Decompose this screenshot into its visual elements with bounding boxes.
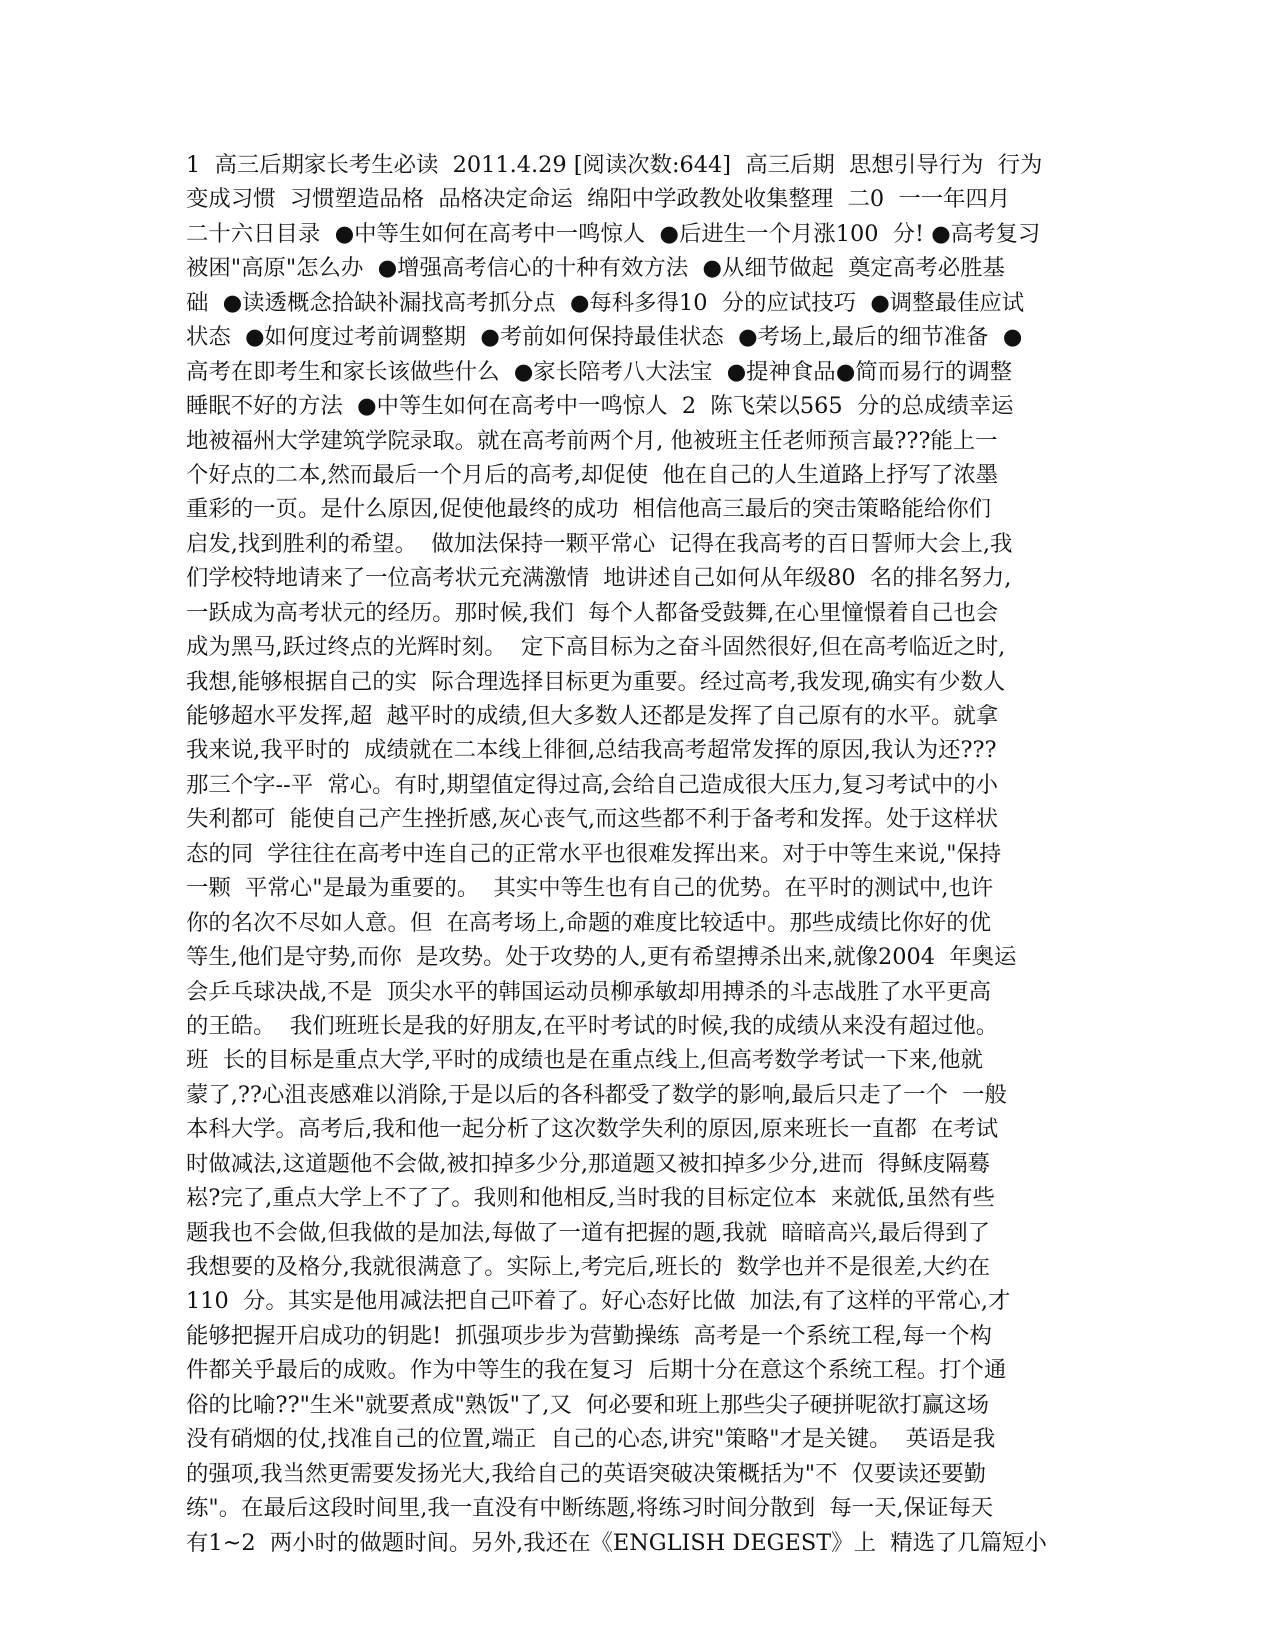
text-line: 练"。在最后这段时间里,我一直没有中断练题,将练习时间分散到 每一天,保证每天	[186, 1495, 994, 1522]
text-line: 崧?完了,重点大学上不了了。我则和他相反,当时我的目标定位本 来就低,虽然有些	[186, 1185, 995, 1212]
text-line: 件都关乎最后的成败。作为中等生的我在复习 后期十分在意这个系统工程。打个通	[186, 1357, 1007, 1384]
text-line: 俗的比喻??"生米"就要煮成"熟饭"了,又 何必要和班上那些尖子硬拼呢欲打赢这场	[186, 1391, 990, 1418]
text-line: 变成习惯 习惯塑造品格 品格决定命运 绵阳中学政教处收集整理 二0 一一年四月	[186, 186, 1011, 213]
text-line: 本科大学。高考后,我和他一起分析了这次数学失利的原因,原来班长一直都 在考试	[186, 1116, 999, 1143]
text-line: 地被福州大学建筑学院录取。就在高考前两个月, 他被班主任老师预言最???能上一	[186, 427, 998, 454]
text-line: 1 高三后期家长考生必读 2011.4.29 [阅读次数:644] 高三后期 思想引导行为 行为	[186, 152, 1043, 178]
text-line: 状态 ●如何度过考前调整期 ●考前如何保持最佳状态 ●考场上,最后的细节准备 ●	[186, 324, 1023, 351]
text-line: 110 分。其实是他用减法把自己吓着了。好心态好比做 加法,有了这样的平常心,才	[186, 1288, 1011, 1315]
text-line: 失利都可 能使自己产生挫折感,灰心丧气,而这些都不利于备考和发挥。处于这样状	[186, 806, 999, 833]
text-line: 成为黑马,跃过终点的光辉时刻。 定下高目标为之奋斗固然很好,但在高考临近之时,	[186, 634, 1006, 661]
text-line: 没有硝烟的仗,找准自己的位置,端正 自己的心态,讲究"策略"才是关键。 英语是我	[186, 1426, 996, 1453]
text-line: 蒙了,??心沮丧感难以消除,于是以后的各科都受了数学的影响,最后只走了一个 一般	[186, 1081, 1007, 1108]
text-line: 那三个字--平 常心。有时,期望值定得过高,会给自己造成很大压力,复习考试中的小	[186, 771, 998, 798]
text-line: 题我也不会做,但我做的是加法,每做了一道有把握的题,我就 暗暗高兴,最后得到了	[186, 1219, 990, 1246]
text-line: 态的同 学往往在高考中连自己的正常水平也很难发挥出来。对于中等生来说,"保持	[186, 840, 1002, 867]
text-line: 被困"高原"怎么办 ●增强高考信心的十种有效方法 ●从细节做起 奠定高考必胜基	[186, 255, 1005, 282]
text-line: 等生,他们是守势,而你 是攻势。处于攻势的人,更有希望搏杀出来,就像2004 年奥运	[186, 944, 1017, 971]
text-line: 们学校特地请来了一位高考状元充满激情 地讲述自己如何从年级80 名的排名努力,	[186, 565, 1012, 592]
text-line: 础 ●读透概念拾缺补漏找高考抓分点 ●每科多得10 分的应试技巧 ●调整最佳应试	[186, 289, 1025, 316]
text-line: 我想要的及格分,我就很满意了。实际上,考完后,班长的 数学也并不是很差,大约在	[186, 1254, 990, 1280]
text-line: 我来说,我平时的 成绩就在二本线上徘徊,总结我高考超常发挥的原因,我认为还???	[186, 737, 997, 764]
text-line: 睡眠不好的方法 ●中等生如何在高考中一鸣惊人 2 陈飞荣以565 分的总成绩幸运	[186, 393, 1014, 420]
text-line: 能够把握开启成功的钥匙! 抓强项步步为营勤操练 高考是一个系统工程,每一个构	[186, 1322, 992, 1349]
text-line: 的强项,我当然更需要发扬光大,我给自己的英语突破决策概括为"不 仅要读还要勤	[186, 1460, 987, 1487]
text-line: 一跃成为高考状元的经历。那时候,我们 每个人都备受鼓舞,在心里憧憬着自己也会	[186, 599, 999, 626]
text-line: 有1~2 两小时的做题时间。另外,我还在《ENGLISH DEGEST》上 精选了几篇短小	[186, 1529, 1047, 1556]
text-line: 能够超水平发挥,超 越平时的成绩,但大多数人还都是发挥了自己原有的水平。就拿	[186, 703, 999, 729]
text-line: 我想,能够根据自己的实 际合理选择目标更为重要。经过高考,我发现,确实有少数人	[186, 668, 1006, 695]
text-line: 的王皓。 我们班班长是我的好朋友,在平时考试的时候,我的成绩从来没有超过他。	[186, 1012, 999, 1039]
text-line: 时做减法,这道题他不会做,被扣掉多少分,那道题又被扣掉多少分,进而 得稣庋隔蓦	[186, 1150, 990, 1177]
text-line: 个好点的二本,然而最后一个月后的高考,却促使 他在自己的人生道路上抒写了浓墨	[186, 461, 999, 488]
text-line: 班 长的目标是重点大学,平时的成绩也是在重点线上,但高考数学考试一下来,他就	[186, 1047, 983, 1074]
text-line: 二十六日目录 ●中等生如何在高考中一鸣惊人 ●后进生一个月涨100 分! ●高考复习	[186, 220, 1041, 247]
text-line: 高考在即考生和家长该做些什么 ●家长陪考八大法宝 ●提神食品●简而易行的调整	[186, 358, 1012, 385]
document-body	[186, 148, 1076, 1560]
text-line: 启发,找到胜利的希望。 做加法保持一颗平常心 记得在我高考的百日誓师大会上,我	[186, 530, 1013, 557]
text-line: 会乒乓球决战,不是 顶尖水平的韩国运动员柳承敏却用搏杀的斗志战胜了水平更高	[186, 978, 992, 1005]
text-line: 一颗 平常心"是最为重要的。 其实中等生也有自己的优势。在平时的测试中,也许	[186, 875, 994, 902]
text-line: 你的名次不尽如人意。但 在高考场上,命题的难度比较适中。那些成绩比你好的优	[186, 909, 992, 936]
text-line: 重彩的一页。是什么原因,促使他最终的成功 相信他高三最后的突击策略能给你们	[186, 496, 992, 523]
